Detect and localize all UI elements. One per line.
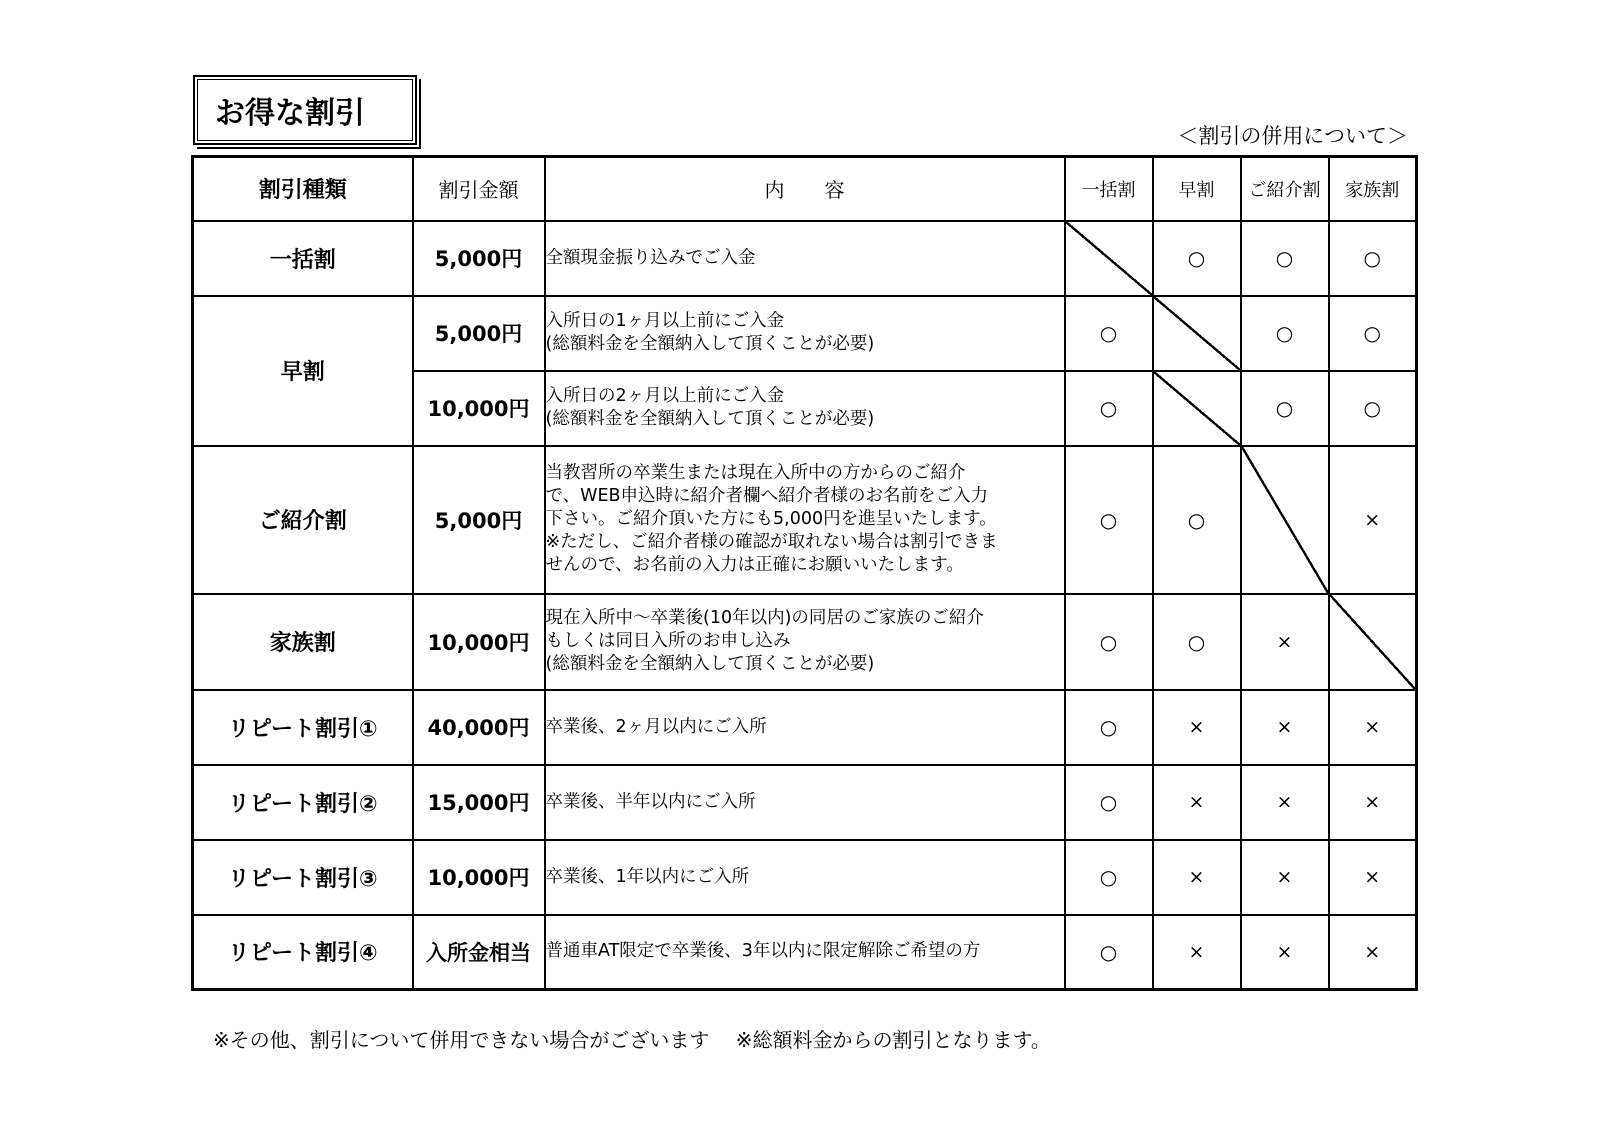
mark-hayawari: ×	[1153, 765, 1241, 840]
row-content	[545, 594, 1065, 690]
mark-not-applicable-ikkatsu	[1065, 221, 1153, 296]
row-kind: リピート割引④	[193, 915, 413, 990]
mark-shoukai: ○	[1241, 371, 1329, 446]
row-content	[545, 371, 1065, 446]
mark-kazoku: ×	[1329, 690, 1417, 765]
content-line: (総額料金を全額納入して頂くことが必要)	[545, 334, 875, 354]
row-content	[545, 690, 1065, 765]
content-line: 現在入所中～卒業後(10年以内)の同居のご家族のご紹介	[545, 608, 984, 628]
mark-shoukai: ×	[1241, 690, 1329, 765]
row-kind: ご紹介割	[193, 446, 413, 594]
row-amount: 5,000円	[413, 221, 545, 296]
content-line: ※ただし、ご紹介者様の確認が取れない場合は割引できま	[545, 532, 998, 552]
mark-not-applicable-hayawari	[1153, 371, 1241, 446]
row-amount: 10,000円	[413, 594, 545, 690]
content-line: 入所日の1ヶ月以上前にご入金	[545, 311, 785, 331]
content-line: 卒業後、半年以内にご入所	[545, 791, 756, 812]
footer-notes	[213, 1024, 1051, 1053]
row-amount: 40,000円	[413, 690, 545, 765]
mark-kazoku: ○	[1329, 296, 1417, 371]
row-kind: 家族割	[193, 594, 413, 690]
table-row	[193, 765, 1417, 840]
content-line: 全額現金振り込みでご入金	[545, 247, 756, 268]
row-amount: 10,000円	[413, 840, 545, 915]
content-line: 入所日の2ヶ月以上前にご入金	[545, 386, 785, 406]
content-line: (総額料金を全額納入して頂くことが必要)	[545, 654, 875, 674]
table-row	[193, 594, 1417, 690]
mark-ikkatsu: ○	[1065, 296, 1153, 371]
mark-kazoku: ○	[1329, 221, 1417, 296]
mark-ikkatsu: ○	[1065, 594, 1153, 690]
mark-shoukai: ×	[1241, 915, 1329, 990]
row-kind: リピート割引①	[193, 690, 413, 765]
content-line: (総額料金を全額納入して頂くことが必要)	[545, 409, 875, 429]
content-line: 普通車AT限定で卒業後、3年以内に限定解除ご希望の方	[545, 941, 981, 962]
footer-note-combination: ※その他、割引について併用できない場合がございます	[213, 1028, 710, 1052]
row-amount: 5,000円	[413, 446, 545, 594]
table-row	[193, 446, 1417, 594]
content-line: 卒業後、2ヶ月以内にご入所	[545, 716, 767, 737]
mark-hayawari: ○	[1153, 594, 1241, 690]
row-kind: リピート割引②	[193, 765, 413, 840]
mark-ikkatsu: ○	[1065, 371, 1153, 446]
content-line: 卒業後、1年以内にご入所	[545, 866, 750, 887]
mark-ikkatsu: ○	[1065, 765, 1153, 840]
header-content: 内 容	[545, 157, 1065, 221]
mark-ikkatsu: ○	[1065, 915, 1153, 990]
header-col-hayawari: 早割	[1153, 157, 1241, 221]
header-col-shoukai: ご紹介割	[1241, 157, 1329, 221]
row-amount: 入所金相当	[413, 915, 545, 990]
table-row	[193, 840, 1417, 915]
table-row	[193, 690, 1417, 765]
mark-shoukai: ×	[1241, 594, 1329, 690]
row-amount: 10,000円	[413, 371, 545, 446]
mark-hayawari: ○	[1153, 446, 1241, 594]
combination-note: ＜割引の併用について＞	[1177, 124, 1408, 148]
header-amount: 割引金額	[413, 157, 545, 221]
row-kind: リピート割引③	[193, 840, 413, 915]
page-title-text: お得な割引	[215, 96, 365, 131]
mark-not-applicable-kazoku	[1329, 594, 1417, 690]
row-kind: 早割	[193, 296, 413, 446]
mark-kazoku: ×	[1329, 765, 1417, 840]
row-amount: 5,000円	[413, 296, 545, 371]
mark-shoukai: ×	[1241, 840, 1329, 915]
content-line: 下さい。ご紹介頂いた方にも5,000円を進呈いたします。	[545, 509, 997, 529]
row-content	[545, 765, 1065, 840]
mark-not-applicable-shoukai	[1241, 446, 1329, 594]
row-content	[545, 446, 1065, 594]
mark-hayawari: ○	[1153, 221, 1241, 296]
header-row	[193, 157, 1417, 221]
content-line: せんので、お名前の入力は正確にお願いいたします。	[545, 555, 964, 575]
header-col-kazoku: 家族割	[1329, 157, 1417, 221]
content-line: で、WEB申込時に紹介者欄へ紹介者様のお名前をご入力	[545, 486, 989, 506]
mark-shoukai: ○	[1241, 296, 1329, 371]
mark-ikkatsu: ○	[1065, 446, 1153, 594]
mark-kazoku: ×	[1329, 446, 1417, 594]
footer-note-total: ※総額料金からの割引となります。	[735, 1028, 1051, 1052]
row-content	[545, 296, 1065, 371]
row-amount: 15,000円	[413, 765, 545, 840]
mark-kazoku: ×	[1329, 915, 1417, 990]
page-title	[193, 75, 417, 145]
table-row	[193, 221, 1417, 296]
mark-kazoku: ○	[1329, 371, 1417, 446]
header-col-ikkatsu: 一括割	[1065, 157, 1153, 221]
mark-ikkatsu: ○	[1065, 690, 1153, 765]
content-line: もしくは同日入所のお申し込み	[545, 631, 791, 651]
row-content	[545, 221, 1065, 296]
mark-kazoku: ×	[1329, 840, 1417, 915]
mark-hayawari: ×	[1153, 840, 1241, 915]
mark-shoukai: ○	[1241, 221, 1329, 296]
content-line: 当教習所の卒業生または現在入所中の方からのご紹介	[545, 463, 966, 483]
mark-shoukai: ×	[1241, 765, 1329, 840]
row-content	[545, 915, 1065, 990]
mark-hayawari: ×	[1153, 915, 1241, 990]
mark-ikkatsu: ○	[1065, 840, 1153, 915]
mark-hayawari: ×	[1153, 690, 1241, 765]
table-row	[193, 296, 1417, 371]
table-row	[193, 915, 1417, 990]
row-kind: 一括割	[193, 221, 413, 296]
header-kind: 割引種類	[193, 157, 413, 221]
discount-table	[191, 155, 1418, 991]
row-content	[545, 840, 1065, 915]
mark-not-applicable-hayawari	[1153, 296, 1241, 371]
